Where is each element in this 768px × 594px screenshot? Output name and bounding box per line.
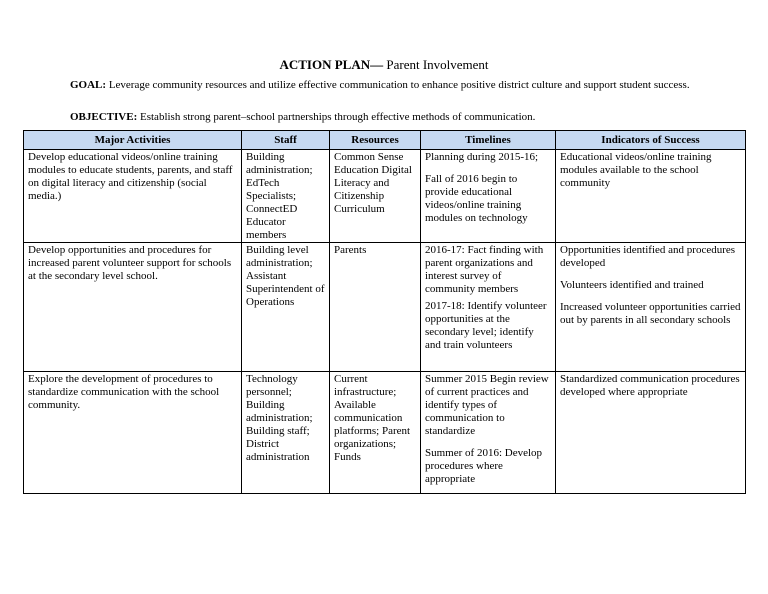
header-major-activities: Major Activities (24, 131, 242, 150)
indicator-entry: Increased volunteer opportunities carried out by parents in all secondary schools (560, 301, 741, 326)
staff-cell: Building administration; EdTech Specialists; ConnectED Educator members (242, 150, 330, 243)
timeline-entry: 2017-18: Identify volunteer opportunities at the secondary level; identify and train volunteers (425, 300, 547, 351)
goal-statement (70, 79, 710, 92)
objective-text: Establish strong parent–school partnerships through effective methods of communication. (137, 111, 536, 123)
document-title (0, 57, 768, 72)
timeline-entry: Summer 2015 Begin review of current practices and identify types of communication to standardize (425, 373, 549, 437)
resources-cell: Parents (330, 243, 421, 372)
table-header-row (24, 131, 746, 150)
objective-statement (70, 111, 710, 124)
resources-cell: Common Sense Education Digital Literacy and Citizenship Curriculum (330, 150, 421, 243)
objective-label: OBJECTIVE: (70, 111, 138, 123)
activity-cell: Develop opportunities and procedures for increased parent volunteer support for schools at the secondary level school. (24, 243, 242, 372)
timeline-entry: Summer of 2016: Develop procedures where appropriate (425, 447, 543, 485)
header-staff: Staff (242, 131, 330, 150)
timeline-entry: 2016-17: Fact finding with parent organizations and interest survey of community members (425, 244, 544, 295)
indicators-cell (556, 150, 746, 243)
indicator-entry: Standardized communication procedures developed where appropriate (560, 373, 740, 398)
table-row (24, 372, 746, 494)
indicator-entry: Educational videos/online training modules available to the school community (560, 151, 712, 189)
timelines-cell (421, 150, 556, 243)
timelines-cell (421, 243, 556, 372)
timelines-cell (421, 372, 556, 494)
resources-cell: Current infrastructure; Available communication platforms; Parent organizations; Funds (330, 372, 421, 494)
indicator-entry: Volunteers identified and trained (560, 279, 704, 291)
indicator-entry: Opportunities identified and procedures developed (560, 244, 736, 269)
header-indicators-of-success: Indicators of Success (556, 131, 746, 150)
title-rest: Parent Involvement (383, 57, 489, 72)
header-timelines: Timelines (421, 131, 556, 150)
action-plan-table (23, 130, 746, 494)
staff-cell: Technology personnel; Building administration; Building staff; District administration (242, 372, 330, 494)
indicators-cell (556, 243, 746, 372)
header-resources: Resources (330, 131, 421, 150)
activity-cell: Develop educational videos/online training modules to educate students, parents, and staff on digital literacy and citizenship (social media.) (24, 150, 242, 243)
title-bold: ACTION PLAN— (279, 57, 384, 72)
timeline-entry: Fall of 2016 begin to provide educational videos/online training modules on technology (425, 173, 528, 224)
goal-label: GOAL: (70, 79, 107, 91)
staff-cell: Building level administration; Assistant Superintendent of Operations (242, 243, 330, 372)
table-row (24, 150, 746, 243)
goal-text: Leverage community resources and utilize effective communication to enhance positive district culture and support student success. (106, 79, 690, 91)
timeline-entry: Planning during 2015-16; (425, 151, 539, 163)
indicators-cell (556, 372, 746, 494)
table-row (24, 243, 746, 372)
activity-cell: Explore the development of procedures to standardize communication with the school community. (24, 372, 242, 494)
